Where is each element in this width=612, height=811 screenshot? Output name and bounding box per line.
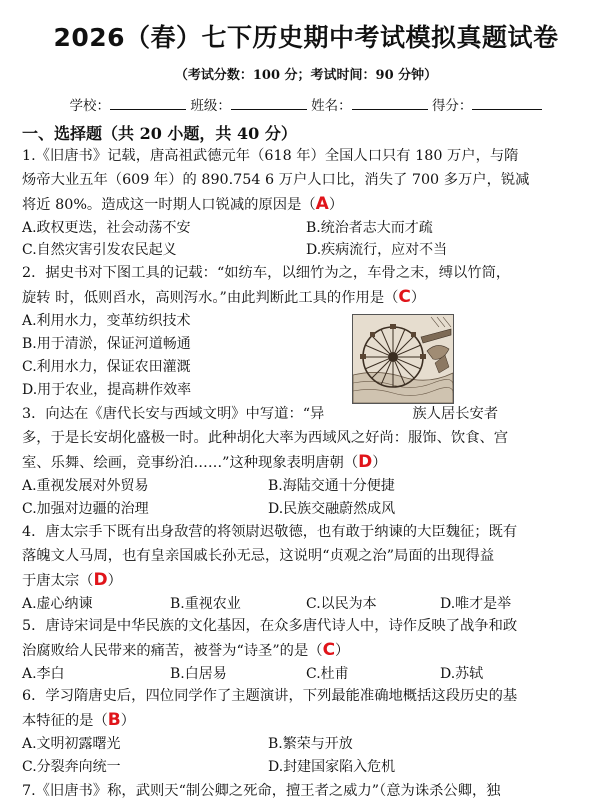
q3-answer: D (358, 452, 373, 472)
school-blank[interactable] (110, 97, 186, 110)
q2-line1: 2．据史书对下图工具的记载：“如纺车，以细竹为之，车骨之末，缚以竹筒， (22, 265, 511, 281)
q1-line3 (22, 194, 343, 215)
q5-option-a: A.李白 (22, 666, 65, 682)
q4-option-d: D.唯才是举 (440, 596, 512, 612)
q1-paren-close: ） (328, 197, 344, 213)
q5-answer: C (322, 640, 336, 660)
q1-line1: 1.《旧唐书》记载，唐高祖武德元年（618 年）全国人口只有 180 万户，与隋 (22, 148, 519, 164)
q6-option-d: D.封建国家陷入危机 (268, 759, 396, 775)
q4-option-a: A.虚心纳谏 (22, 596, 93, 612)
name-label: 姓名： (311, 98, 352, 114)
q3-paren-close: ） (372, 455, 387, 471)
q4-answer: D (93, 570, 108, 590)
q2-option-d: D.用于农业，提高耕作效率 (22, 382, 192, 398)
q7-line1: 7.《旧唐书》称，武则天“制公卿之死命，擅王者之威力”（意为诛杀公卿，独 (22, 783, 501, 799)
q3-line3 (22, 452, 387, 473)
school-label: 学校： (69, 98, 111, 114)
q4-line2: 落魄文人马周，也有皇亲国戚长孙无忌，这说明“贞观之治”局面的出现得益 (22, 548, 495, 564)
section-heading: 一、选择题（共 20 小题，共 40 分） (22, 124, 297, 143)
q2-line2 (22, 287, 425, 308)
q2-option-b: B.用于清淤，保证河道畅通 (22, 336, 191, 352)
q6-stem-end: 本特征的是（ (22, 713, 108, 729)
exam-subtitle: （考试分数：100 分；考试时间：90 分钟） (174, 68, 438, 83)
q3-option-b: B.海陆交通十分便捷 (268, 478, 395, 494)
q6-paren-close: ） (120, 713, 136, 729)
q3-option-c: C.加强对边疆的治理 (22, 501, 149, 517)
q1-stem-end: 将近 80%。造成这一时期人口锐减的原因是（ (22, 197, 316, 213)
q4-option-b: B.重视农业 (170, 596, 241, 612)
q6-option-a: A.文明初露曙光 (22, 736, 121, 752)
q5-stem-end: 治腐败给人民带来的痛苦，被誉为“诗圣”的是（ (22, 643, 323, 659)
q4-option-c: C.以民为本 (306, 596, 377, 612)
q3-line2: 多，于是长安胡化盛极一时。此种胡化大率为西域风之好尚：服饰、饮食、宫 (22, 430, 509, 446)
score-label: 得分： (431, 98, 473, 114)
class-label: 班级： (190, 98, 231, 114)
q2-stem-end: 旋转 时，低则舀水，高则泻水。”由此判断此工具的作用是（ (22, 290, 399, 306)
q2-option-a: A.利用水力，变革纺织技术 (22, 313, 191, 329)
q6-option-c: C.分裂奔向统一 (22, 759, 121, 775)
q3-option-d: D.民族交融蔚然成风 (268, 501, 396, 517)
q5-line1: 5．唐诗宋词是中华民族的文化基因，在众多唐代诗人中，诗作反映了战争和政 (22, 618, 518, 634)
q2-paren-close: ） (410, 290, 426, 306)
q5-line2 (22, 640, 349, 661)
q5-option-d: D.苏轼 (440, 666, 484, 682)
q3-stem-end: 室、乐舞、绘画，竞事纷泊……”这种现象表明唐朝（ (22, 455, 359, 471)
q6-answer: B (107, 710, 121, 730)
q1-option-d: D.疾病流行，应对不当 (306, 242, 448, 258)
q2-answer: C (398, 287, 411, 307)
q2-option-c: C.利用水力，保证农田灌溉 (22, 359, 191, 375)
q3-line1 (22, 404, 498, 424)
q4-stem-end: 于唐太宗（ (22, 573, 94, 589)
q6-option-b: B.繁荣与开放 (268, 736, 353, 752)
waterwheel-image (352, 314, 454, 404)
q6-line1: 6．学习隋唐史后，四位同学作了主题演讲，下列最能准确地概括这段历史的基 (22, 688, 518, 704)
student-info-row (0, 94, 612, 114)
q5-option-b: B.白居易 (170, 666, 227, 682)
q5-paren-close: ） (335, 643, 350, 659)
q4-line1: 4．唐太宗手下既有出身敌营的将领尉迟敬德，也有敢于纳谏的大臣魏征；既有 (22, 524, 518, 540)
q1-option-c: C.自然灾害引发农民起义 (22, 242, 177, 258)
q1-line2: 炀帝大业五年（609 年）的 890.754 6 万户人口比，消失了 700 多万户，锐减 (22, 172, 530, 188)
exam-title: 2026（春）七下历史期中考试模拟真题试卷 (53, 23, 559, 52)
q3-option-a: A.重视发展对外贸易 (22, 478, 149, 494)
q3-line1-part2: 族人居长安者 (412, 406, 499, 422)
q1-answer: A (315, 194, 329, 214)
class-blank[interactable] (231, 97, 307, 110)
q1-option-b: B.统治者志大而才疏 (306, 220, 433, 236)
q6-line2 (22, 710, 135, 731)
q4-line3 (22, 570, 122, 591)
q5-option-c: C.杜甫 (306, 666, 349, 682)
score-blank[interactable] (472, 97, 542, 110)
q3-line1-part1: 3．向达在《唐代长安与西域文明》中写道：“异 (22, 406, 325, 422)
q1-option-a: A.政权更迭，社会动荡不安 (22, 220, 191, 236)
q4-paren-close: ） (107, 573, 122, 589)
name-blank[interactable] (352, 97, 428, 110)
